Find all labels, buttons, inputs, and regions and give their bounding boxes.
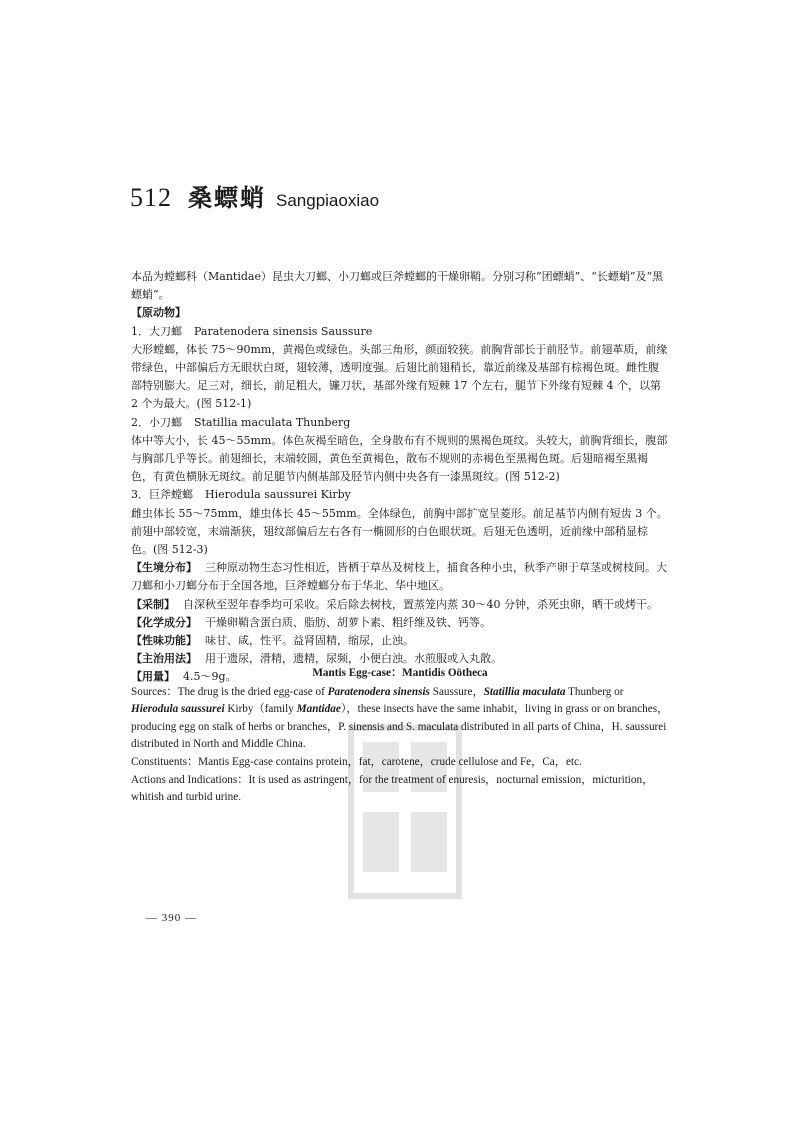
section-heading: 【采制】 <box>131 597 175 611</box>
section-text: 用于遗尿，滑精，遗精，尿频，小便白浊。水煎服或入丸散。 <box>205 652 502 666</box>
section-text: 干燥卵鞘含蛋白质、脂肪、胡萝卜素、粗纤维及铁、钙等。 <box>205 615 491 629</box>
intro-paragraph: 本品为螳螂科（Mantidae）昆虫大刀螂、小刀螂或巨斧螳螂的干燥卵鞘。分别习称“团螵蛸”、“长螵蛸”及“黑螵蛸”。 <box>131 270 664 302</box>
species-header <box>131 323 669 341</box>
species-name: 2．小刀螂 <box>131 415 182 429</box>
section-heading: 【用量】 <box>131 670 175 684</box>
english-title: Mantis Egg-case：Mantidis Oötheca <box>312 667 488 679</box>
species-description: 大形螳螂，体长 75～90mm，黄褐色或绿色。头部三角形，颜面较狭。前胸背部长于前胫节。前翅革质，前缘带绿色，中部偏后方无眼状白斑，翅较薄，透明度强。后翅比前翅稍长，靠近前缘及基部有棕褐色斑。雌性腹部特别膨大。足三对，细长，前足粗大，镰刀状，基部外缘有短棘 17 个左右，腿节下外缘有短棘 4 个，以第 2 个为最大。(图 512-1) <box>131 342 668 411</box>
section-chemistry <box>131 614 669 632</box>
section-text: 4.5～9g。 <box>183 670 237 684</box>
section-heading: 【生境分布】 <box>131 561 197 575</box>
chinese-body <box>131 268 669 687</box>
species-latin: Statillia maculata Thunberg <box>194 415 351 429</box>
species-header <box>131 486 669 504</box>
section-processing <box>131 596 669 614</box>
entry-name-pinyin: Sangpiaoxiao <box>276 191 380 210</box>
species-name: 3．巨斧螳螂 <box>131 488 193 502</box>
english-sources: Sources：The drug is the dried egg-case of Paratenodera sinensis Saussure，Statillia maculata Thunberg or Hierodula saussurei Kirby（family Mantidae），these insects have the same inhabit，living in grass or on branches，producing egg on stalk of herbs or branches，P. sinensis and S. maculata distributed in all parts of China，H. saussurei distributed in North and Middle China. <box>131 685 669 751</box>
section-text: 自深秋至翌年春季均可采收。采后除去树枝，置蒸笼内蒸 30～40 分钟，杀死虫卵，晒干或烤干。 <box>183 597 658 611</box>
species-latin: Paratenodera sinensis Saussure <box>194 324 373 338</box>
english-actions: Actions and Indications：It is used as astringent，for the treatment of enuresis，nocturnal emission，micturition，whitish and turbid urine. <box>131 773 654 804</box>
section-heading: 【性味功能】 <box>131 634 197 648</box>
english-summary <box>131 665 669 807</box>
entry-title <box>130 178 379 213</box>
section-text: 味甘、咸，性平。益肾固精，缩尿，止浊。 <box>205 634 414 648</box>
species-description: 体中等大小，长 45～55mm。体色灰褐至暗色，全身散布有不规则的黑褐色斑纹。头较大，前胸背细长，腹部与胸部几乎等长。前翅细长，末端较圆，黄色至黄褐色，散布不规则的赤褐色至黑褐色斑。后翅暗褐至黑褐色，有黄色横脉无斑纹。前足腿节内侧基部及胫节内侧中央各有一漆黑斑纹。(图 512-2) <box>131 433 668 484</box>
page-number: — 390 — <box>146 912 197 924</box>
section-heading: 【主治用法】 <box>131 652 197 666</box>
section-heading: 【化学成分】 <box>131 615 197 629</box>
species-name: 1．大刀螂 <box>131 324 182 338</box>
origin-heading: 【原动物】 <box>131 306 186 320</box>
section-text: 三种原动物生态习性相近，皆栖于草丛及树枝上，捕食各种小虫，秋季产卵于草茎或树枝间。大刀螂和小刀螂分布于全国各地，巨斧螳螂分布于华北、华中地区。 <box>131 561 667 593</box>
entry-name-chinese: 桑螵蛸 <box>188 184 266 212</box>
species-description: 雌虫体长 55～75mm，雄虫体长 45～55mm。全体绿色，前胸中部扩宽呈菱形。前足基节内侧有短齿 3 个。前翅中部较宽，末端渐狭，翅纹部偏后左右各有一椭圆形的白色眼状斑。后翅无色透明，近前缘中部稍显棕色。(图 512-3) <box>131 506 668 557</box>
english-constituents: Constituents：Mantis Egg-case contains protein，fat，carotene，crude cellulose and Fe，Ca，etc. <box>131 755 582 768</box>
section-habitat <box>131 559 669 595</box>
section-properties <box>131 632 669 650</box>
species-header <box>131 414 669 432</box>
species-latin: Hierodula saussurei Kirby <box>205 488 351 502</box>
entry-number: 512 <box>130 183 172 212</box>
